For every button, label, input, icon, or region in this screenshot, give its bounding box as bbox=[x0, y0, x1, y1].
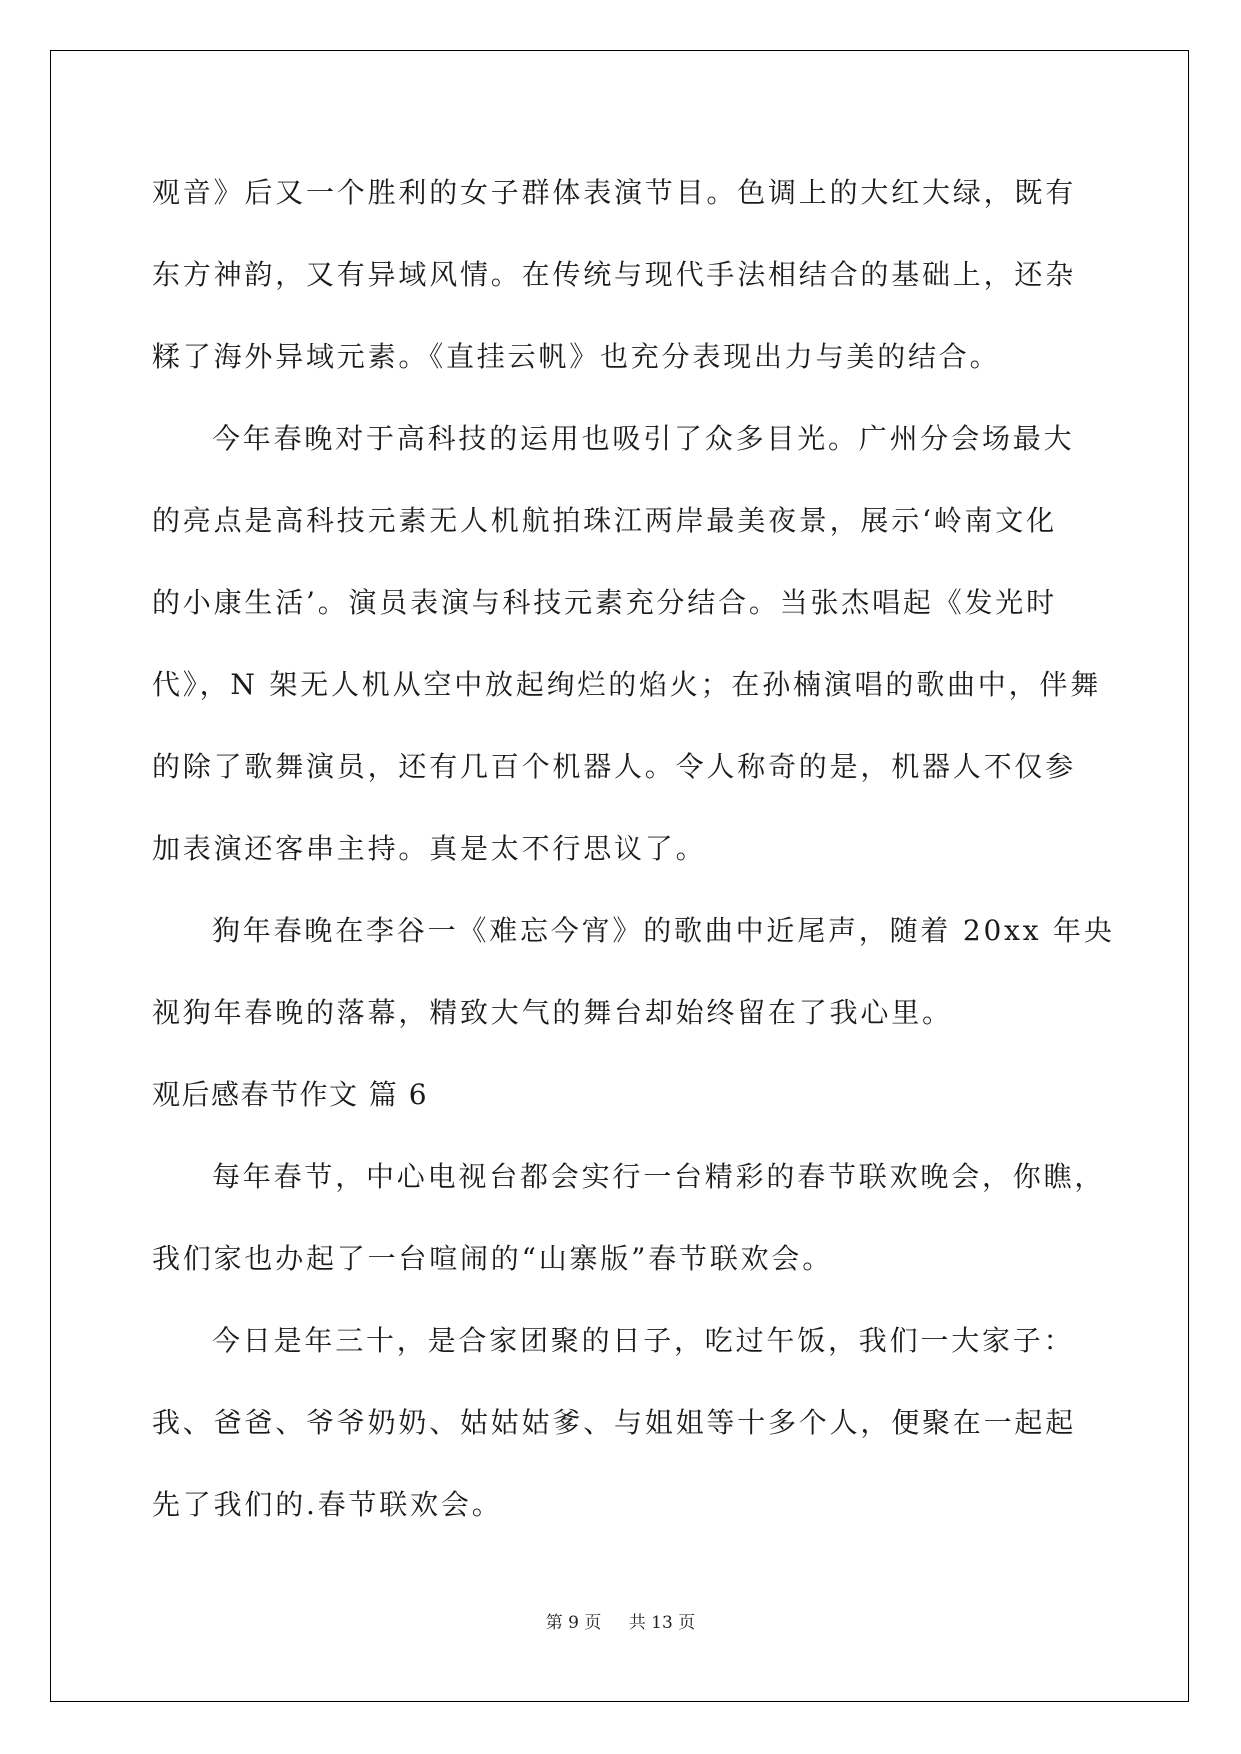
paragraph-start-line: 今日是年三十，是合家团聚的日子，吃过午饭，我们一大家子： bbox=[212, 1324, 1075, 1357]
text-line: 糅了海外异域元素。《直挂云帆》也充分表现出力与美的结合。 bbox=[152, 340, 1001, 373]
paragraph-start-line: 每年春节，中心电视台都会实行一台精彩的春节联欢晚会，你瞧， bbox=[212, 1160, 1106, 1193]
text-line: 的亮点是高科技元素无人机航拍珠江两岸最美夜景，展示‘岭南文化 bbox=[152, 504, 1057, 537]
text-line: 的除了歌舞演员，还有几百个机器人。令人称奇的是，机器人不仅参 bbox=[152, 750, 1077, 783]
text-line: 我们家也办起了一台喧闹的“山寨版”春节联欢会。 bbox=[152, 1242, 834, 1275]
section-heading: 观后感春节作文 篇 6 bbox=[152, 1078, 429, 1111]
paragraph-start-line: 今年春晚对于高科技的运用也吸引了众多目光。广州分会场最大 bbox=[212, 422, 1075, 455]
total-page-count: 共 13 页 bbox=[628, 1613, 696, 1633]
text-line: 加表演还客串主持。真是太不行思议了。 bbox=[152, 832, 707, 865]
page-footer bbox=[0, 1608, 1241, 1633]
text-line: 观音》后又一个胜利的女子群体表演节目。色调上的大红大绿，既有 bbox=[152, 176, 1077, 209]
current-page-number: 第 9 页 bbox=[545, 1613, 602, 1633]
text-line: 我、爸爸、爷爷奶奶、姑姑姑爹、与姐姐等十多个人，便聚在一起起 bbox=[152, 1406, 1077, 1439]
text-line: 视狗年春晚的落幕，精致大气的舞台却始终留在了我心里。 bbox=[152, 996, 953, 1029]
paragraph-start-line: 狗年春晚在李谷一《难忘今宵》的歌曲中近尾声，随着 20xx 年央 bbox=[212, 914, 1115, 947]
text-line: 东方神韵，又有异域风情。在传统与现代手法相结合的基础上，还杂 bbox=[152, 258, 1077, 291]
text-line: 代》，N 架无人机从空中放起绚烂的焰火；在孙楠演唱的歌曲中，伴舞 bbox=[152, 668, 1102, 701]
document-body bbox=[152, 158, 1115, 1552]
text-line: 先了我们的.春节联欢会。 bbox=[152, 1488, 503, 1521]
text-line: 的小康生活’。演员表演与科技元素充分结合。当张杰唱起《发光时 bbox=[152, 586, 1057, 619]
